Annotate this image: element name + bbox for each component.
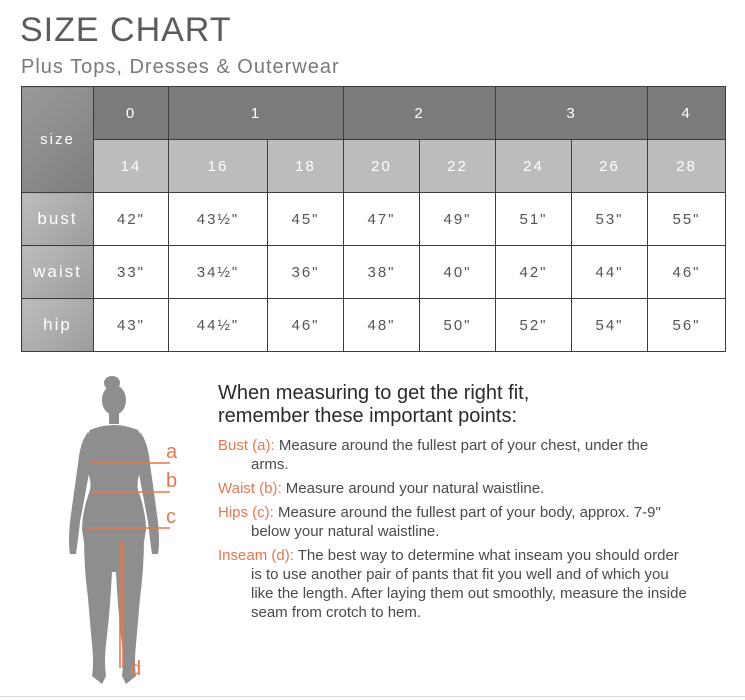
body-measurement-figure bbox=[60, 372, 200, 694]
table-cell: 46" bbox=[268, 299, 344, 352]
instructions-heading-line: When measuring to get the right fit, bbox=[218, 382, 530, 404]
table-row-bust bbox=[22, 193, 726, 246]
body-silhouette bbox=[69, 376, 159, 684]
instruction-text: Measure around the fullest part of your chest, under the arms. bbox=[251, 437, 649, 473]
table-cell: 53" bbox=[572, 193, 648, 246]
instruction-inseam bbox=[218, 546, 688, 622]
page-subtitle: Plus Tops, Dresses & Outerwear bbox=[21, 56, 340, 78]
size-cell: 16 bbox=[169, 140, 268, 193]
table-row-waist bbox=[22, 246, 726, 299]
size-cell: 22 bbox=[420, 140, 496, 193]
group-cell: 2 bbox=[344, 87, 496, 140]
instruction-hips bbox=[218, 503, 688, 541]
table-cell: 48" bbox=[344, 299, 420, 352]
size-cell: 24 bbox=[496, 140, 572, 193]
instruction-text: Measure around your natural waistline. bbox=[281, 480, 545, 497]
size-cell: 18 bbox=[268, 140, 344, 193]
row-label-hip: hip bbox=[22, 299, 94, 352]
group-cell: 3 bbox=[496, 87, 648, 140]
table-cell: 44½" bbox=[169, 299, 268, 352]
table-cell: 55" bbox=[648, 193, 726, 246]
instruction-text: The best way to determine what inseam you should order is to use another pair of pants that fit you well and of which you like the length. After laying them out smoothly, measure the inside seam from crotch to hem. bbox=[251, 547, 687, 621]
size-cell: 14 bbox=[94, 140, 169, 193]
table-cell: 54" bbox=[572, 299, 648, 352]
group-header-row bbox=[22, 87, 726, 140]
instruction-text: Measure around the fullest part of your body, approx. 7-9" below your natural waistline. bbox=[251, 504, 661, 540]
table-cell: 42" bbox=[496, 246, 572, 299]
instruction-key: Hips (c): bbox=[218, 504, 274, 521]
table-cell: 51" bbox=[496, 193, 572, 246]
instruction-key: Bust (a): bbox=[218, 437, 275, 454]
label-b: b bbox=[166, 470, 178, 492]
table-cell: 56" bbox=[648, 299, 726, 352]
table-cell: 43½" bbox=[169, 193, 268, 246]
instructions-heading bbox=[218, 382, 688, 428]
table-cell: 33" bbox=[94, 246, 169, 299]
table-cell: 40" bbox=[420, 246, 496, 299]
row-label-waist: waist bbox=[22, 246, 94, 299]
row-label-bust: bust bbox=[22, 193, 94, 246]
size-cell: 28 bbox=[648, 140, 726, 193]
size-header-cell: size bbox=[22, 87, 94, 193]
label-c: c bbox=[166, 506, 176, 528]
table-cell: 43" bbox=[94, 299, 169, 352]
table-cell: 42" bbox=[94, 193, 169, 246]
table-cell: 45" bbox=[268, 193, 344, 246]
group-cell: 4 bbox=[648, 87, 726, 140]
bottom-divider bbox=[0, 696, 745, 697]
instruction-key: Inseam (d): bbox=[218, 547, 294, 564]
table-cell: 50" bbox=[420, 299, 496, 352]
size-chart-table bbox=[21, 86, 726, 352]
size-header-row bbox=[22, 140, 726, 193]
label-d: d bbox=[130, 658, 142, 680]
table-cell: 38" bbox=[344, 246, 420, 299]
label-a: a bbox=[166, 441, 178, 463]
size-cell: 20 bbox=[344, 140, 420, 193]
instruction-bust bbox=[218, 436, 688, 474]
table-row-hip bbox=[22, 299, 726, 352]
table-cell: 47" bbox=[344, 193, 420, 246]
instruction-waist bbox=[218, 479, 688, 498]
group-cell: 1 bbox=[169, 87, 344, 140]
table-cell: 49" bbox=[420, 193, 496, 246]
measuring-instructions bbox=[218, 382, 688, 627]
table-cell: 36" bbox=[268, 246, 344, 299]
table-cell: 52" bbox=[496, 299, 572, 352]
table-cell: 46" bbox=[648, 246, 726, 299]
instruction-key: Waist (b): bbox=[218, 480, 282, 497]
instructions-heading-line: remember these important points: bbox=[218, 405, 518, 427]
table-cell: 34½" bbox=[169, 246, 268, 299]
size-cell: 26 bbox=[572, 140, 648, 193]
group-cell: 0 bbox=[94, 87, 169, 140]
table-cell: 44" bbox=[572, 246, 648, 299]
page-title: SIZE CHART bbox=[20, 11, 232, 49]
